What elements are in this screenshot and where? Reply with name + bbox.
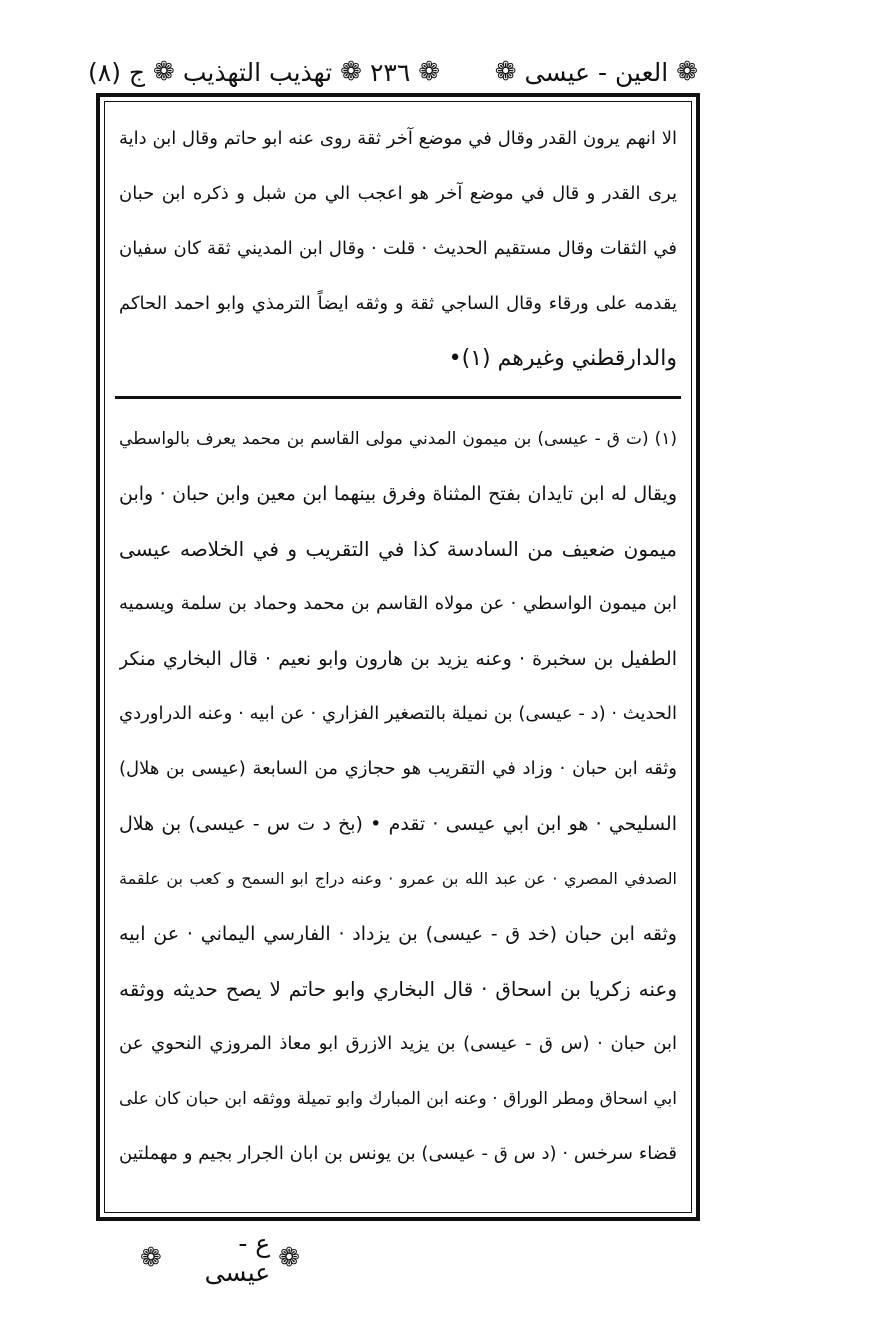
ornament-icon: ❁ <box>340 57 362 87</box>
footnote-line: السليحي · هو ابن ابي عيسى · تقدم • (بخ د ت س - عيسى) بن هلال <box>119 813 677 835</box>
footnote-line: ابن ميمون الواسطي · عن مولاه القاسم بن محمد وحماد بن سلمة ويسميه <box>119 593 677 614</box>
footnote-line: ابن حبان · (س ق - عيسى) بن يزيد الازرق ابو معاذ المروزي النحوي عن <box>119 1033 677 1054</box>
main-line: والدارقطني وغيرهم (١)• <box>448 346 677 371</box>
footnote-text <box>119 102 677 1212</box>
footnote-line: وعنه زكريا بن اسحاق · قال البخاري وابو حاتم لا يصح حديثه ووثقه <box>119 977 677 1001</box>
text-frame-inner <box>104 101 692 1213</box>
footnote-line: الحديث · (د - عيسى) بن نميلة بالتصغير الفزاري · عن ابيه · وعنه الدراوردي <box>119 703 677 724</box>
main-line: الا انهم يرون القدر وقال في موضع آخر ثقة روى عنه ابو حاتم وقال ابن داية <box>119 128 677 149</box>
ornament-icon: ❁ <box>676 57 698 87</box>
ornament-icon: ❁ <box>418 57 441 87</box>
footnote-line: ويقال له ابن تايدان بفتح المثناة وفرق بينهما ابن معين وابن حبان · وابن <box>119 483 677 505</box>
volume-label: ج (٨) <box>88 57 146 87</box>
footnote-line: ميمون ضعيف من السادسة كذا في التقريب و في الخلاصه عيسى <box>119 537 677 561</box>
page-header <box>88 52 698 92</box>
ornament-icon: ❁ <box>153 57 175 87</box>
footnote-line: ابي اسحاق ومطر الوراق · وعنه ابن المبارك وابو تميلة ووثقه ابن حبان كان على <box>119 1089 677 1109</box>
ornament-icon: ❁ <box>140 1243 162 1273</box>
footnote-line: وثقه ابن حبان (خد ق - عيسى) بن يزداد · الفارسي اليماني · عن ابيه <box>119 923 677 945</box>
ornament-icon: ❁ <box>494 57 517 87</box>
footnote-line: وثقه ابن حبان · وزاد في التقريب هو حجازي من السابعة (عيسى بن هلال) <box>119 758 677 779</box>
main-line: في الثقات وقال مستقيم الحديث · قلت · وقال ابن المديني ثقة كان سفيان <box>119 238 677 259</box>
footnote-line: الصدفي المصري · عن عبد الله بن عمرو · وعنه دراج ابو السمح و كعب بن علقمة <box>119 869 677 888</box>
main-line: يرى القدر و قال في موضع آخر هو اعجب الي من شبل و ذكره ابن حبان <box>119 183 677 204</box>
header-left-group <box>495 58 698 87</box>
ornament-icon: ❁ <box>278 1243 300 1273</box>
footnote-line: قضاء سرخس · (د س ق - عيسى) بن يونس بن ابان الجرار بجيم و مهملتين <box>119 1143 677 1164</box>
main-line: يقدمه على ورقاء وقال الساجي ثقة و وثقه ايضاً الترمذي وابو احمد الحاكم <box>119 293 677 314</box>
text-frame <box>96 93 700 1221</box>
page-footer <box>140 1229 300 1287</box>
header-center-group <box>88 58 440 87</box>
footnote-line: الطفيل بن سخبرة · وعنه يزيد بن هارون وابو نعيم · قال البخاري منكر <box>119 648 677 670</box>
footer-catchword: ع - عيسى <box>204 1229 271 1287</box>
footnote-line: (١) (ت ق - عيسى) بن ميمون المدني مولى القاسم بن محمد يعرف بالواسطي <box>119 429 677 449</box>
book-title: تهذيب التهذيب <box>182 57 333 87</box>
section-title: العين - عيسى <box>524 57 669 87</box>
page-number: ٢٣٦ <box>369 57 411 87</box>
